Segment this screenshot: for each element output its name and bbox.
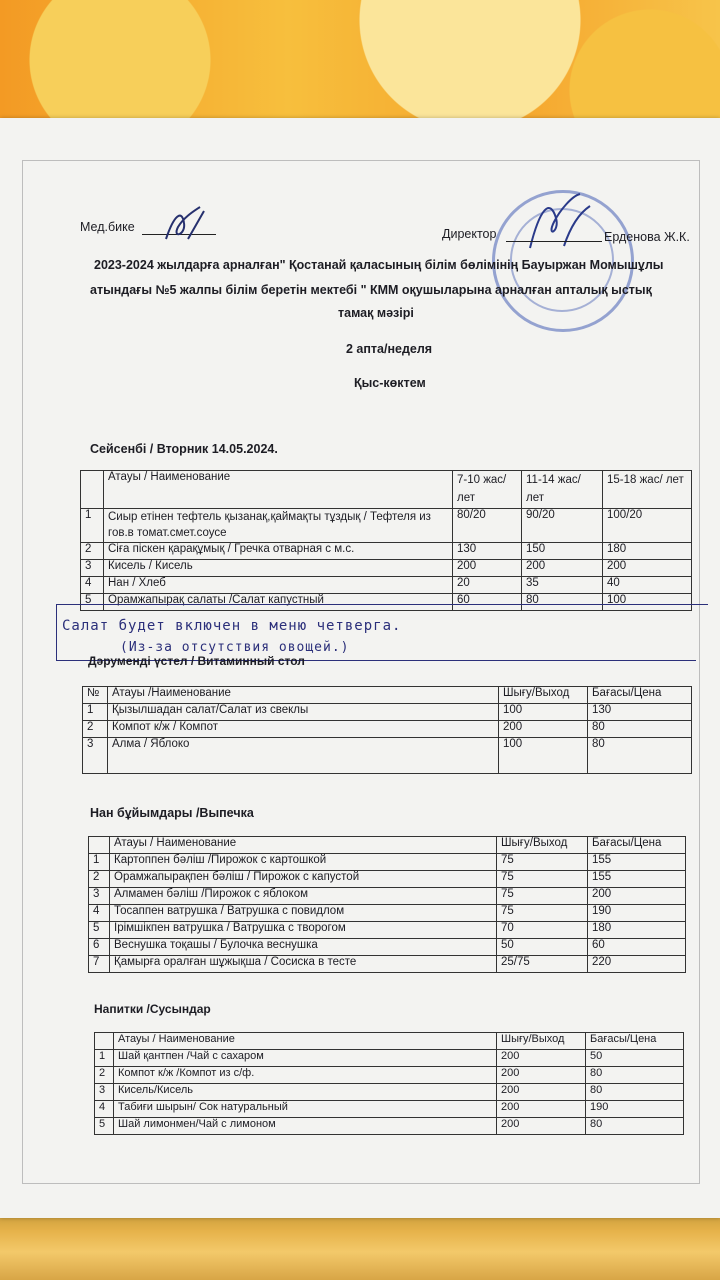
item-output: 200 [497, 1050, 586, 1067]
table-row [89, 871, 686, 888]
item-output: 100 [499, 738, 588, 774]
dish-name: Кисель / Кисель [104, 560, 453, 577]
item-price: 200 [588, 888, 686, 905]
item-price: 155 [588, 854, 686, 871]
pen-strike-line [56, 604, 708, 605]
item-name: Тосаппен ватрушка / Ватрушка с повидлом [110, 905, 497, 922]
portion-7-10: 20 [453, 577, 522, 594]
row-number: 6 [89, 939, 110, 956]
portion-11-14: 150 [522, 543, 603, 560]
table-row [81, 509, 692, 543]
item-name: Веснушка тоқашы / Булочка веснушка [110, 939, 497, 956]
header-cell: № [83, 687, 108, 704]
drinks-title: Напитки /Сусындар [94, 1002, 211, 1016]
season-label: Қыс-көктем [354, 376, 426, 390]
item-name: Орамжапырақпен бәліш / Пирожок с капустой [110, 871, 497, 888]
item-price: 130 [588, 704, 692, 721]
director-signature-line [506, 241, 602, 242]
item-name: Компот к/ж / Компот [108, 721, 499, 738]
table-header-row [89, 837, 686, 854]
header-cell [95, 1033, 114, 1050]
table-row [83, 704, 692, 721]
item-price: 190 [588, 905, 686, 922]
nurse-label: Мед.бике [80, 220, 135, 234]
director-name: Ерденова Ж.К. [604, 230, 690, 244]
title-line-1: 2023-2024 жылдарға арналған" Қостанай қаласының білім бөлімінің Бауыржан Момышұлы [94, 258, 664, 272]
director-label: Директор [442, 227, 497, 241]
header-cell: Бағасы/Цена [588, 687, 692, 704]
portion-15-18: 40 [603, 577, 692, 594]
bakery-title: Нан бұйымдары /Выпечка [90, 806, 254, 820]
portion-15-18: 100 [603, 594, 692, 611]
row-number: 3 [81, 560, 104, 577]
portion-11-14: 80 [522, 594, 603, 611]
portion-11-14: 90/20 [522, 509, 603, 543]
row-number: 1 [83, 704, 108, 721]
header-cell: 11-14 жас/ лет [522, 471, 603, 509]
table-row [81, 577, 692, 594]
item-name: Алмамен бәліш /Пирожок с яблоком [110, 888, 497, 905]
table-row [95, 1050, 684, 1067]
item-price: 80 [588, 721, 692, 738]
dish-name: Сіға піскен қарақұмық / Гречка отварная с м.с. [104, 543, 453, 560]
table-row [83, 738, 692, 774]
item-output: 75 [497, 888, 588, 905]
row-number: 1 [95, 1050, 114, 1067]
table-row [89, 905, 686, 922]
item-price: 50 [586, 1050, 684, 1067]
portion-15-18: 180 [603, 543, 692, 560]
dish-name: Орамжапырақ салаты /Салат капустный [104, 594, 453, 611]
row-number: 1 [89, 854, 110, 871]
vitamin-table [82, 686, 692, 774]
portion-11-14: 200 [522, 560, 603, 577]
row-number: 4 [89, 905, 110, 922]
item-name: Компот к/ж /Компот из с/ф. [114, 1067, 497, 1084]
header-cell: Атауы / Наименование [114, 1033, 497, 1050]
handwritten-note-line-1: Салат будет включен в меню четверга. [62, 618, 402, 634]
pen-box-left [56, 604, 57, 660]
header-cell [81, 471, 104, 509]
table-row [95, 1084, 684, 1101]
table-row [81, 594, 692, 611]
table-row [89, 922, 686, 939]
row-number: 1 [81, 509, 104, 543]
item-output: 100 [499, 704, 588, 721]
item-name: Ірімшікпен ватрушка / Ватрушка с творогом [110, 922, 497, 939]
row-number: 2 [81, 543, 104, 560]
item-price: 60 [588, 939, 686, 956]
header-cell: 15-18 жас/ лет [603, 471, 692, 509]
portion-7-10: 200 [453, 560, 522, 577]
item-output: 75 [497, 871, 588, 888]
item-price: 80 [586, 1067, 684, 1084]
item-name: Табиғи шырын/ Сок натуральный [114, 1101, 497, 1118]
item-output: 200 [497, 1084, 586, 1101]
table-row [89, 939, 686, 956]
row-number: 2 [89, 871, 110, 888]
header-cell [89, 837, 110, 854]
table-row [89, 888, 686, 905]
header-cell: 7-10 жас/ лет [453, 471, 522, 509]
item-name: Қызылшадан салат/Салат из свеклы [108, 704, 499, 721]
main-menu-table [80, 470, 692, 611]
handwritten-note-line-2: (Из-за отсутствия овощей.) [120, 640, 350, 655]
header-cell: Шығу/Выход [499, 687, 588, 704]
table-header-row [95, 1033, 684, 1050]
item-output: 200 [499, 721, 588, 738]
table-row [83, 721, 692, 738]
item-name: Шай лимонмен/Чай с лимоном [114, 1118, 497, 1135]
header-cell: Шығу/Выход [497, 837, 588, 854]
portion-7-10: 130 [453, 543, 522, 560]
frame-bottom [0, 1210, 720, 1280]
table-row [81, 560, 692, 577]
item-output: 70 [497, 922, 588, 939]
row-number: 4 [81, 577, 104, 594]
item-name: Картоппен бәліш /Пирожок с картошкой [110, 854, 497, 871]
row-number: 7 [89, 956, 110, 973]
row-number: 5 [95, 1118, 114, 1135]
title-line-2: атындағы №5 жалпы білім беретін мектебі " КММ оқушыларына арналған апталық ыстық [90, 283, 652, 297]
portion-7-10: 60 [453, 594, 522, 611]
item-name: Кисель/Кисель [114, 1084, 497, 1101]
nurse-signature [160, 205, 210, 243]
item-name: Шай қантпен /Чай с сахаром [114, 1050, 497, 1067]
header-cell: Атауы /Наименование [108, 687, 499, 704]
row-number: 5 [89, 922, 110, 939]
vitamin-title: Дәруменді үстел / Витаминный стол [88, 654, 305, 668]
row-number: 3 [95, 1084, 114, 1101]
row-number: 2 [83, 721, 108, 738]
row-number: 5 [81, 594, 104, 611]
background-wall-top [0, 0, 720, 125]
title-line-3: тамақ мәзірі [338, 306, 414, 320]
table-row [95, 1118, 684, 1135]
item-output: 25/75 [497, 956, 588, 973]
row-number: 3 [89, 888, 110, 905]
table-row [95, 1067, 684, 1084]
header-cell: Бағасы/Цена [586, 1033, 684, 1050]
item-price: 190 [586, 1101, 684, 1118]
portion-7-10: 80/20 [453, 509, 522, 543]
dish-name: Нан / Хлеб [104, 577, 453, 594]
item-name: Алма / Яблоко [108, 738, 499, 774]
week-label: 2 апта/неделя [346, 342, 433, 356]
item-output: 50 [497, 939, 588, 956]
header-cell: Шығу/Выход [497, 1033, 586, 1050]
item-price: 80 [588, 738, 692, 774]
header-cell: Бағасы/Цена [588, 837, 686, 854]
table-row [95, 1101, 684, 1118]
row-number: 4 [95, 1101, 114, 1118]
day-date: Сейсенбі / Вторник 14.05.2024. [90, 442, 278, 456]
table-row [89, 956, 686, 973]
table-row [81, 543, 692, 560]
item-output: 200 [497, 1118, 586, 1135]
item-price: 80 [586, 1118, 684, 1135]
item-price: 180 [588, 922, 686, 939]
portion-11-14: 35 [522, 577, 603, 594]
drinks-table [94, 1032, 684, 1135]
director-signature [520, 188, 600, 258]
item-price: 80 [586, 1084, 684, 1101]
item-output: 75 [497, 854, 588, 871]
table-header-row [83, 687, 692, 704]
header-cell: Атауы / Наименование [110, 837, 497, 854]
row-number: 3 [83, 738, 108, 774]
item-output: 200 [497, 1101, 586, 1118]
item-price: 155 [588, 871, 686, 888]
item-output: 75 [497, 905, 588, 922]
header-cell: Атауы / Наименование [104, 471, 453, 509]
table-header-row [81, 471, 692, 509]
portion-15-18: 100/20 [603, 509, 692, 543]
item-name: Қамырға оралған шұжықша / Сосиска в тесте [110, 956, 497, 973]
bakery-table [88, 836, 686, 973]
portion-15-18: 200 [603, 560, 692, 577]
table-row [89, 854, 686, 871]
row-number: 2 [95, 1067, 114, 1084]
item-price: 220 [588, 956, 686, 973]
item-output: 200 [497, 1067, 586, 1084]
dish-name: Сиыр етінен тефтель қызанақ,қаймақты тұздық / Тефтеля из гов.в томат.смет.соусе [104, 509, 453, 543]
